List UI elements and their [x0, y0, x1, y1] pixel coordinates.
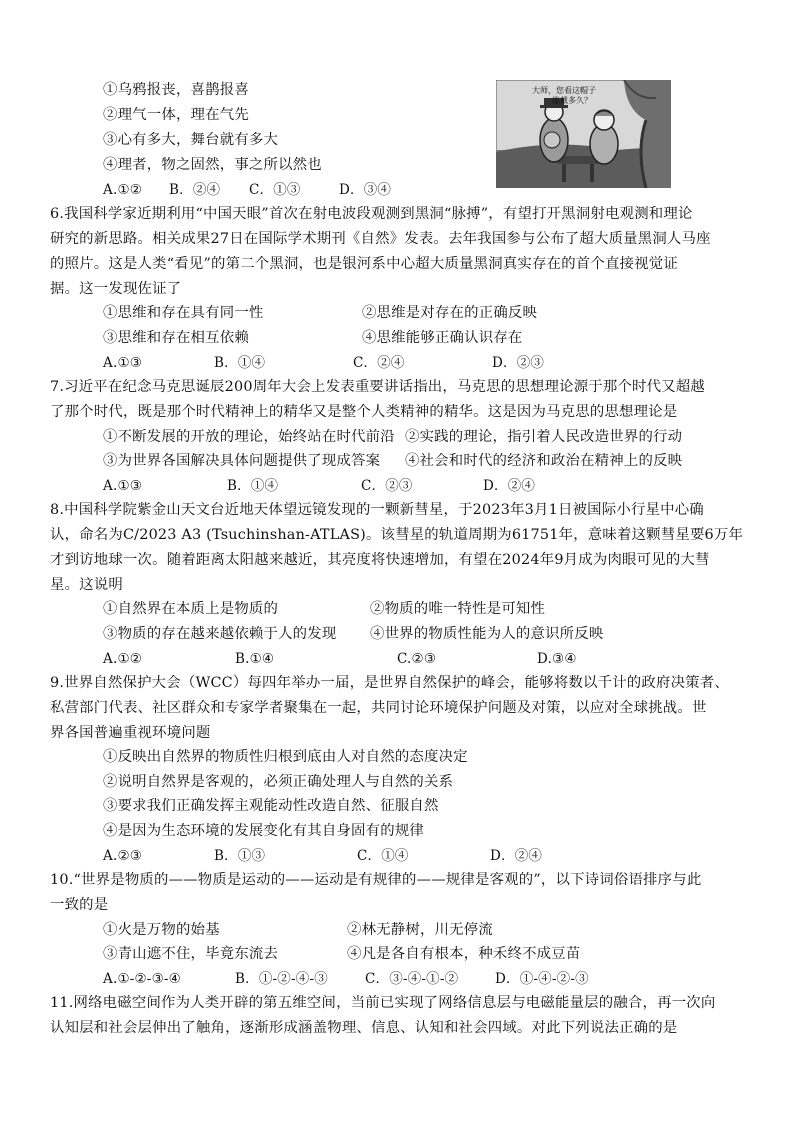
q9-answer-c: C．①④: [357, 848, 409, 864]
q9-option-4: ④是因为生态环境的发展变化有其自身固有的规律: [103, 823, 424, 839]
q10-answer-d: D．①-④-②-③: [495, 971, 589, 987]
q8-option-4: ④世界的物质性能为人的意识所反映: [370, 626, 604, 642]
q7-option-1: ①不断发展的开放的理论，始终站在时代前沿: [103, 429, 395, 445]
q7-answer-a: A.①③: [103, 478, 143, 494]
q8-option-3: ③物质的存在越来越依赖于人的发现: [103, 626, 337, 642]
q6-answer-c: C．②④: [353, 355, 405, 371]
q6-option-4: ④思维能够正确认识存在: [362, 330, 523, 346]
q11-stem-line-2: 认知层和社会层伸出了触角，逐渐形成涵盖物理、信息、认知和社会四域。对此下列说法正确的是: [50, 1020, 678, 1036]
q8-answers: [103, 649, 577, 669]
q8-answer-c: C.②③: [397, 651, 437, 667]
q8-answer-a: A.①②: [103, 651, 143, 667]
q8-answer-b: B.①④: [235, 651, 275, 667]
q8-stem-line-1: 8.中国科学院紫金山天文台近地天体望远镜发现的一颗新彗星，于2023年3月1日被国际小行星中心确: [50, 502, 704, 518]
q10-answer-c: C．③-④-①-②: [365, 971, 459, 987]
q6-option-2: ②思维是对存在的正确反映: [362, 305, 538, 321]
q10-answer-a: A.①-②-③-④: [103, 971, 181, 987]
q6-answers: [103, 353, 544, 373]
q9-answer-b: B．①③: [214, 848, 266, 864]
q7-stem-line-1: 7.习近平在纪念马克思诞辰200周年大会上发表重要讲话指出，马克思的思想理论源于那个时代又超越: [50, 379, 706, 395]
q5-answer-a: A.①②: [103, 182, 143, 198]
q10-answers: [103, 969, 589, 989]
q9-answers: [103, 846, 542, 866]
q7-answer-d: D．②④: [483, 478, 536, 494]
q5-option-4: ④理者，物之固然，事之所以然也: [103, 157, 322, 173]
q9-option-3: ③要求我们正确发挥主观能动性改造自然、征服自然: [103, 798, 439, 814]
q7-answers: [103, 476, 535, 496]
q10-option-1: ①火是万物的始基: [103, 922, 220, 938]
cartoon-illustration: [496, 80, 671, 188]
q10-option-2: ②林无静树，川无停流: [347, 922, 493, 938]
q6-stem-line-4: 据。这一发现佐证了: [50, 281, 182, 297]
q9-answer-d: D．②④: [490, 848, 543, 864]
q8-option-2: ②物质的唯一特性是可知性: [370, 601, 546, 617]
q6-answer-d: D．②③: [492, 355, 545, 371]
q8-stem-line-4: 星。这说明: [50, 577, 123, 593]
q7-answer-b: B．①④: [227, 478, 279, 494]
q9-answer-a: A.②③: [103, 848, 143, 864]
q5-option-3: ③心有多大，舞台就有多大: [103, 132, 279, 148]
q5-option-1: ①乌鸦报丧，喜鹊报喜: [103, 82, 249, 98]
q9-stem-line-2: 私营部门代表、社区群众和专家学者聚集在一起，共同讨论环境保护问题及对策，以应对全球挑战。世: [50, 700, 707, 716]
q5-answers: [103, 180, 391, 200]
q6-stem-line-3: 的照片。这是人类“看见”的第二个黑洞，也是银河系中心超大质量黑洞真实存在的首个直接视觉证: [50, 256, 678, 272]
q10-stem-line-1: 10.“世界是物质的——物质是运动的——运动是有规律的——规律是客观的”，以下诗词俗语排序与此: [50, 872, 702, 888]
q9-option-1: ①反映出自然界的物质性归根到底由人对自然的态度决定: [103, 749, 468, 765]
q7-answer-c: C．②③: [361, 478, 413, 494]
cartoon-speech-line-2: 能戴多久？: [552, 96, 592, 105]
q6-option-1: ①思维和存在具有同一性: [103, 305, 264, 321]
q7-option-4: ④社会和时代的经济和政治在精神上的反映: [405, 453, 683, 469]
q8-stem-line-2: 认，命名为C/2023 A3 (Tsuchinshan-ATLAS)。该彗星的轨道周期为61751年，意味着这颗彗星要6万年: [50, 527, 744, 543]
q8-stem-line-3: 才到访地球一次。随着距离太阳越来越近，其亮度将快速增加，有望在2024年9月成为肉眼可见的大彗: [50, 552, 710, 568]
q6-stem-line-1: 6.我国科学家近期利用“中国天眼”首次在射电波段观测到黑洞“脉搏”，有望打开黑洞射电观测和理论: [50, 206, 693, 222]
q6-answer-a: A.①③: [103, 355, 143, 371]
q5-option-2: ②理气一体，理在气先: [103, 107, 249, 123]
q9-option-2: ②说明自然界是客观的，必须正确处理人与自然的关系: [103, 774, 454, 790]
q7-option-2: ②实践的理论，指引着人民改造世界的行动: [405, 429, 683, 445]
q5-answer-b: B．②④: [169, 182, 221, 198]
q6-stem-line-2: 研究的新思路。相关成果27日在国际学术期刊《自然》发表。去年我国参与公布了超大质量黑洞人马座: [50, 231, 711, 247]
q7-option-3: ③为世界各国解决具体问题提供了现成答案: [103, 453, 381, 469]
cartoon-speech-line-1: 大师，您看这帽子: [532, 86, 596, 95]
q5-answer-d: D．③④: [339, 182, 392, 198]
q8-option-1: ①自然界在本质上是物质的: [103, 601, 279, 617]
q10-answer-b: B．①-②-④-③: [235, 971, 328, 987]
q6-option-3: ③思维和存在相互依赖: [103, 330, 249, 346]
q10-option-3: ③青山遮不住，毕竟东流去: [103, 946, 279, 962]
q10-option-4: ④凡是各自有根本，种禾终不成豆苗: [347, 946, 581, 962]
q10-stem-line-2: 一致的是: [50, 897, 109, 913]
q11-stem-line-1: 11.网络电磁空间作为人类开辟的第五维空间，当前已实现了网络信息层与电磁能量层的融合，再一次向: [50, 995, 716, 1011]
q8-answer-d: D.③④: [537, 651, 577, 667]
q6-answer-b: B．①④: [214, 355, 266, 371]
q7-stem-line-2: 了那个时代，既是那个时代精神上的精华又是整个人类精神的精华。这是因为马克思的思想理论是: [50, 404, 678, 420]
q9-stem-line-1: 9.世界自然保护大会（WCC）每四年举办一届，是世界自然保护的峰会，能够将数以千计的政府决策者、: [50, 675, 729, 691]
q5-answer-c: C．①③: [249, 182, 301, 198]
q9-stem-line-3: 界各国普遍重视环境问题: [50, 725, 211, 741]
